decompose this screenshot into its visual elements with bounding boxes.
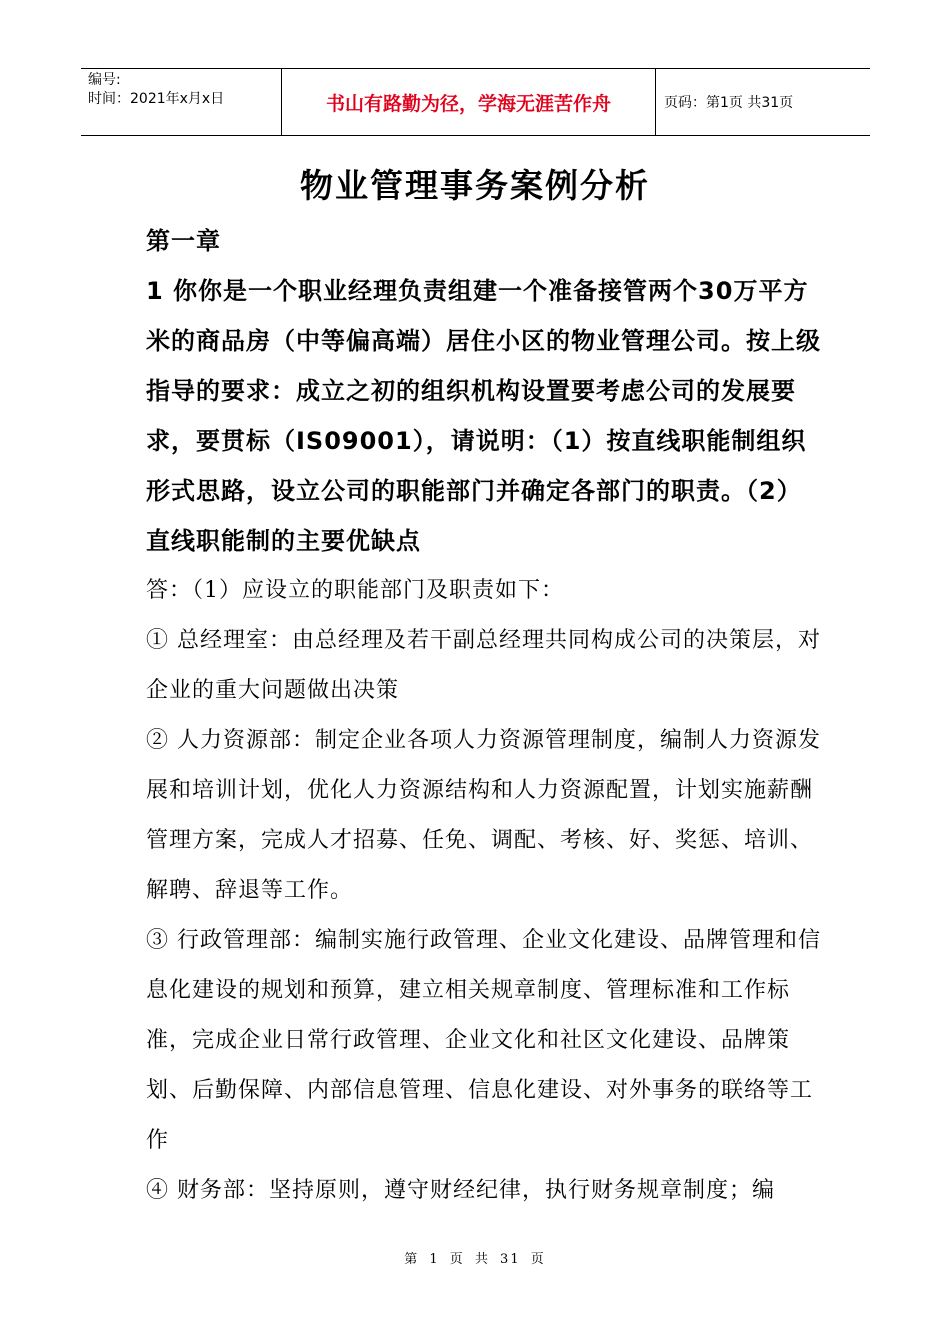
answer-item-1: ① 总经理室：由总经理及若干副总经理共同构成公司的决策层，对企业的重大问题做出决策: [146, 628, 821, 703]
header-meta: [81, 69, 281, 135]
header-page-info: 页码：第1页 共31页: [664, 95, 794, 111]
page-header: [81, 68, 870, 136]
chapter-heading: 第一章: [146, 227, 221, 255]
answer-item-2: ② 人力资源部：制定企业各项人力资源管理制度，编制人力资源发展和培训计划，优化人力资源结构和人力资源配置，计划实施薪酬管理方案，完成人才招募、任免、调配、考核、好、奖惩、培训、解聘、辞退等工作。: [146, 728, 821, 903]
serial-label: 编号:: [88, 72, 121, 88]
question-text: 1 你你是一个职业经理负责组建一个准备接管两个30万平方米的商品房（中等偏高端）居住小区的物业管理公司。按上级指导的要求：成立之初的组织机构设置要考虑公司的发展要求，要贯标（IS09001），请说明：（1）按直线职能制组织形式思路，设立公司的职能部门并确定各部门的职责。（2）直线职能制的主要优缺点: [146, 277, 821, 555]
date-line: 时间：2021年x月x日: [88, 91, 225, 107]
answer-item-4: ④ 财务部：坚持原则，遵守财经纪律，执行财务规章制度；编: [146, 1178, 775, 1203]
answer-item-3: ③ 行政管理部：编制实施行政管理、企业文化建设、品牌管理和信息化建设的规划和预算，建立相关规章制度、管理标准和工作标准，完成企业日常行政管理、企业文化和社区文化建设、品牌策划、后勤保障、内部信息管理、信息化建设、对外事务的联络等工作: [146, 928, 821, 1153]
header-motto: 书山有路勤为径，学海无涯苦作舟: [281, 69, 656, 135]
document-title: 物业管理事务案例分析: [300, 166, 650, 205]
answer-intro: 答：（1）应设立的职能部门及职责如下：: [146, 578, 564, 603]
document-body: [146, 216, 826, 1216]
page-footer: 第 1 页 共 31 页: [404, 1252, 546, 1267]
